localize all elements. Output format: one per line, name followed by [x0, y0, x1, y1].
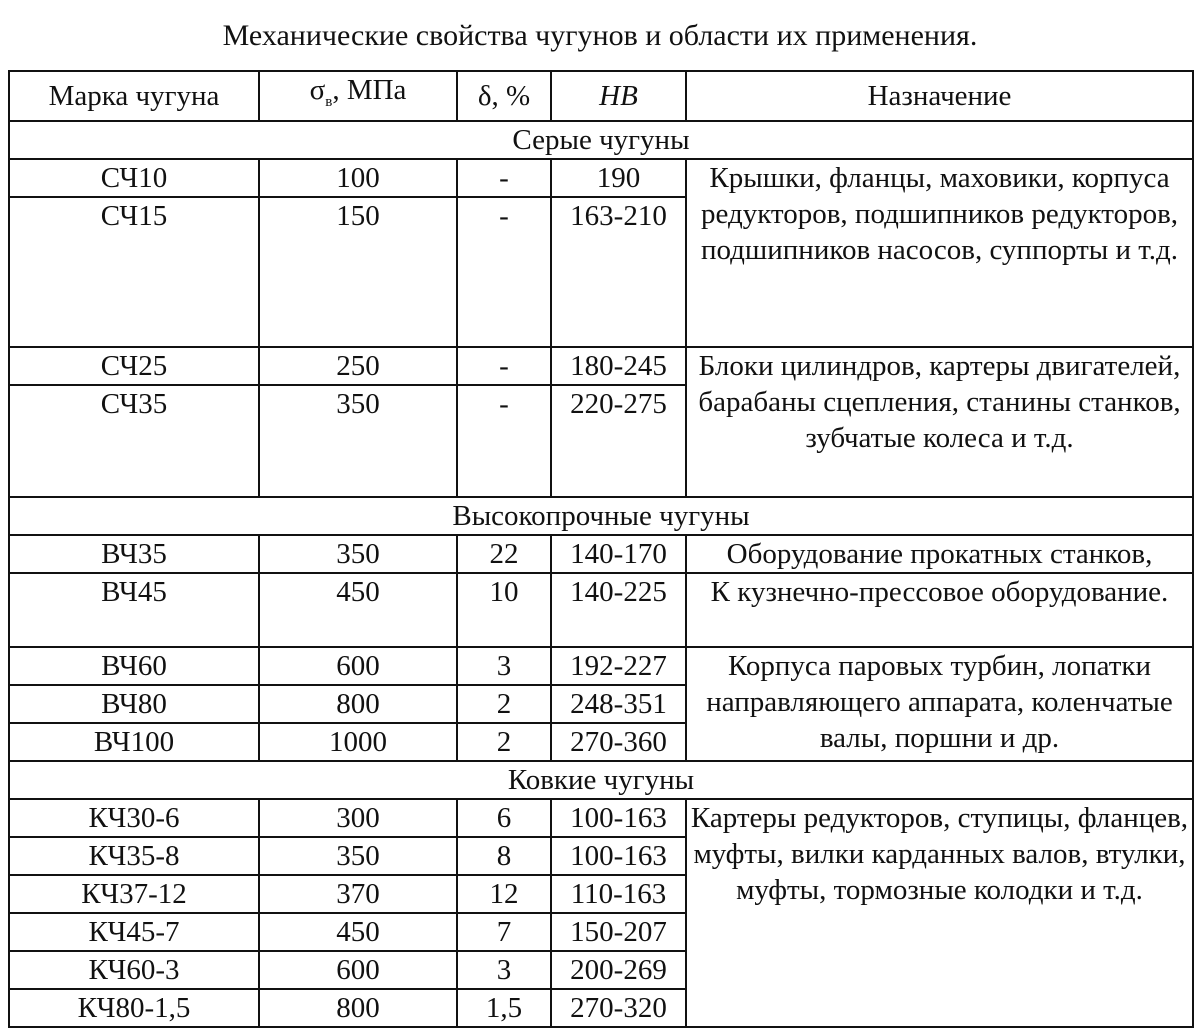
cell-purpose: Блоки цилиндров, картеры двигателей, барабаны сцепления, станины станков, зубчатые колеса и т.д. — [686, 347, 1193, 497]
table-row — [9, 573, 1193, 647]
table-row — [9, 535, 1193, 573]
cell-grade: КЧ60-3 — [9, 951, 259, 989]
cell-sigma: 600 — [259, 647, 457, 685]
cell-hb: 180-245 — [551, 347, 686, 385]
cell-hb: 140-170 — [551, 535, 686, 573]
cell-delta: 3 — [457, 951, 551, 989]
cell-sigma: 150 — [259, 197, 457, 347]
cell-sigma: 1000 — [259, 723, 457, 761]
cell-hb: 100-163 — [551, 799, 686, 837]
section-row — [9, 497, 1193, 535]
cell-purpose: Крышки, фланцы, маховики, корпуса редукторов, подшипников редукторов, подшипников насосов, суппорты и т.д. — [686, 159, 1193, 347]
cell-grade: СЧ35 — [9, 385, 259, 497]
cell-delta: - — [457, 159, 551, 197]
cell-sigma: 800 — [259, 685, 457, 723]
cell-hb: 110-163 — [551, 875, 686, 913]
cell-sigma: 450 — [259, 573, 457, 647]
cell-delta: - — [457, 347, 551, 385]
cell-hb: 270-360 — [551, 723, 686, 761]
table-row — [9, 347, 1193, 385]
cell-grade: СЧ25 — [9, 347, 259, 385]
cell-sigma: 350 — [259, 535, 457, 573]
sigma-symbol: σ — [309, 74, 326, 106]
cell-grade: КЧ30-6 — [9, 799, 259, 837]
cell-delta: - — [457, 385, 551, 497]
header-delta: δ, % — [457, 71, 551, 121]
header-grade: Марка чугуна — [9, 71, 259, 121]
cell-sigma: 300 — [259, 799, 457, 837]
cell-hb: 150-207 — [551, 913, 686, 951]
cell-grade: СЧ15 — [9, 197, 259, 347]
cell-sigma: 800 — [259, 989, 457, 1027]
cell-hb: 100-163 — [551, 837, 686, 875]
cell-delta: 6 — [457, 799, 551, 837]
cell-grade: ВЧ60 — [9, 647, 259, 685]
cell-delta: 22 — [457, 535, 551, 573]
header-sigma — [259, 71, 457, 121]
cell-delta: 1,5 — [457, 989, 551, 1027]
table-title: Механические свойства чугунов и области их применения. — [222, 19, 978, 52]
section-malleable: Ковкие чугуны — [9, 761, 1193, 799]
cell-purpose: Корпуса паровых турбин, лопатки направляющего аппарата, коленчатые валы, поршни и др. — [686, 647, 1193, 761]
cell-sigma: 250 — [259, 347, 457, 385]
header-purpose: Назначение — [686, 71, 1193, 121]
table-row — [9, 647, 1193, 685]
cell-hb: 270-320 — [551, 989, 686, 1027]
cell-hb: 163-210 — [551, 197, 686, 347]
cell-delta: 10 — [457, 573, 551, 647]
table-row — [9, 159, 1193, 197]
cell-hb: 192-227 — [551, 647, 686, 685]
cast-iron-properties-table — [8, 70, 1194, 1028]
cell-delta: 2 — [457, 685, 551, 723]
cell-sigma: 600 — [259, 951, 457, 989]
cell-grade: ВЧ80 — [9, 685, 259, 723]
section-row — [9, 121, 1193, 159]
cell-grade: ВЧ35 — [9, 535, 259, 573]
cell-purpose: Оборудование прокатных станков, — [686, 535, 1193, 573]
cell-delta: 3 — [457, 647, 551, 685]
cell-delta: 12 — [457, 875, 551, 913]
cell-delta: 8 — [457, 837, 551, 875]
cell-purpose: Картеры редукторов, ступицы, фланцев, муфты, вилки карданных валов, втулки, муфты, тормозные колодки и т.д. — [686, 799, 1193, 1027]
cell-sigma: 350 — [259, 385, 457, 497]
cell-purpose: К кузнечно-прессовое оборудование. — [686, 573, 1193, 647]
cell-hb: 140-225 — [551, 573, 686, 647]
cell-grade: КЧ37-12 — [9, 875, 259, 913]
cell-sigma: 370 — [259, 875, 457, 913]
cell-sigma: 350 — [259, 837, 457, 875]
cell-delta: 7 — [457, 913, 551, 951]
cell-delta: 2 — [457, 723, 551, 761]
cell-hb: 220-275 — [551, 385, 686, 497]
cell-grade: КЧ80-1,5 — [9, 989, 259, 1027]
header-row — [9, 71, 1193, 121]
cell-grade: СЧ10 — [9, 159, 259, 197]
section-ductile: Высокопрочные чугуны — [9, 497, 1193, 535]
cell-grade: ВЧ45 — [9, 573, 259, 647]
cell-grade: ВЧ100 — [9, 723, 259, 761]
cell-hb: 200-269 — [551, 951, 686, 989]
cell-sigma: 450 — [259, 913, 457, 951]
section-row — [9, 761, 1193, 799]
sigma-subscript: в — [325, 93, 333, 110]
cell-sigma: 100 — [259, 159, 457, 197]
cell-hb: 190 — [551, 159, 686, 197]
section-grey: Серые чугуны — [9, 121, 1193, 159]
cell-grade: КЧ45-7 — [9, 913, 259, 951]
table-row — [9, 799, 1193, 837]
sigma-unit: , МПа — [332, 74, 407, 106]
cell-delta: - — [457, 197, 551, 347]
cell-hb: 248-351 — [551, 685, 686, 723]
cell-grade: КЧ35-8 — [9, 837, 259, 875]
header-hb: HB — [551, 71, 686, 121]
